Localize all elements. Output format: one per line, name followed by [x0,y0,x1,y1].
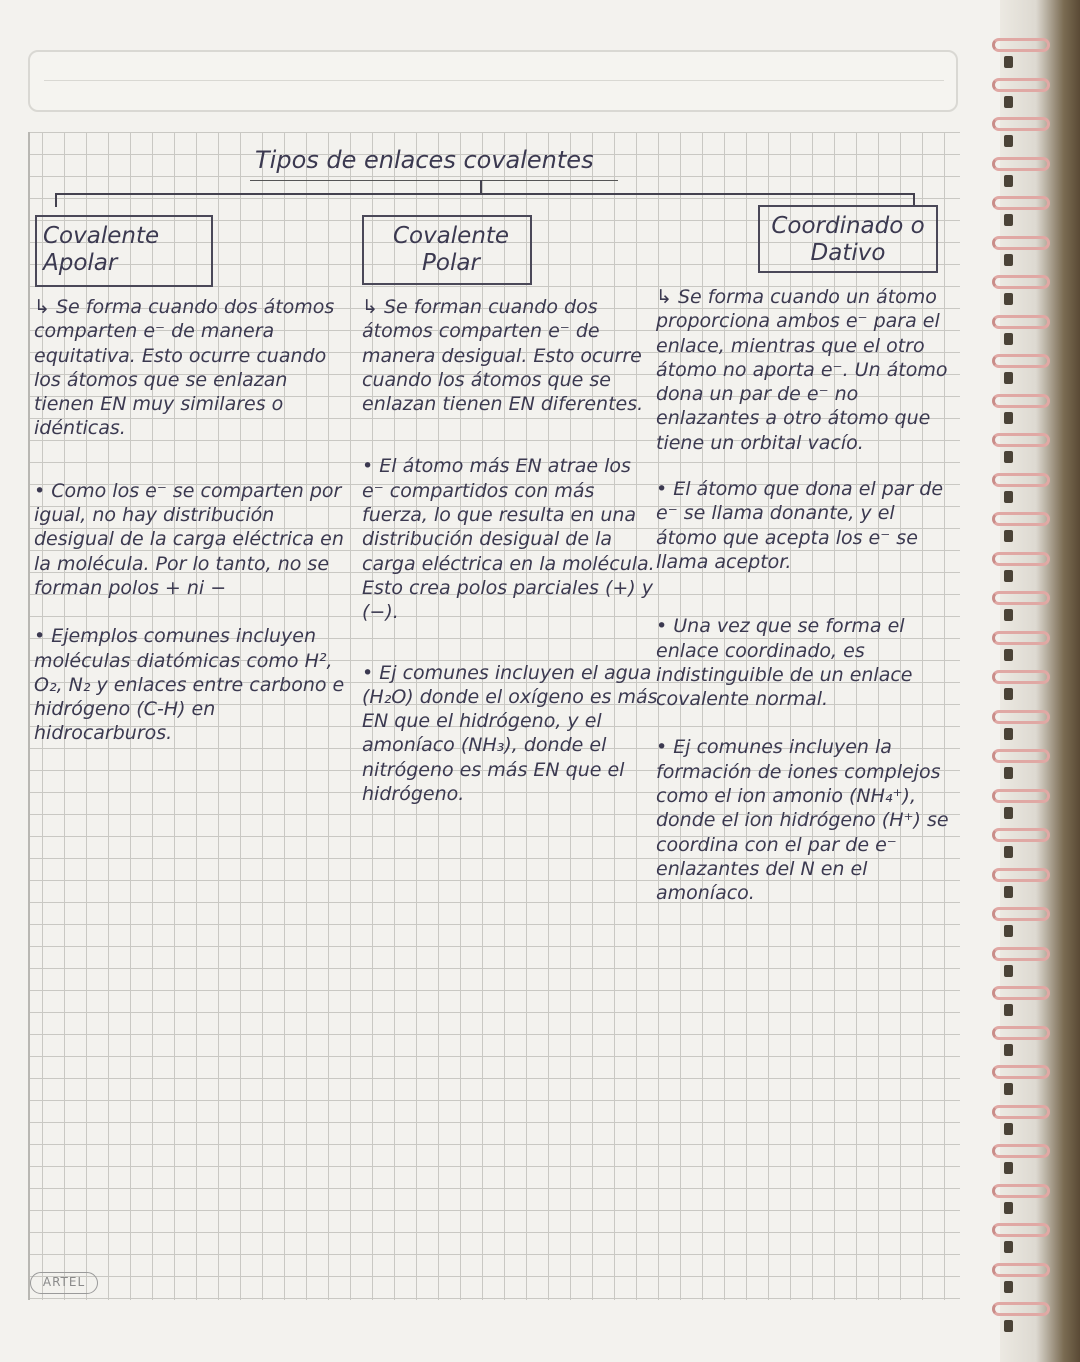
spiral-ring [992,512,1050,526]
spiral-ring [992,78,1050,92]
spiral-ring [992,473,1050,487]
page-title: Tipos de enlaces covalentes [255,146,594,174]
binding-hole [1004,570,1013,582]
binding-hole [1004,1162,1013,1174]
heading-covalente-apolar: Covalente Apolar [43,223,160,276]
binding-hole [1004,1083,1013,1095]
box-covalente-apolar [35,215,213,287]
binding-hole [1004,491,1013,503]
title-underline [250,180,618,181]
header-line [44,80,944,81]
binding-hole [1004,175,1013,187]
dativo-point-2: • Una vez que se forma el enlace coordinado, es indistinguible de un enlace covalente normal. [656,615,913,711]
column-dativo [656,285,952,928]
binding-hole [1004,965,1013,977]
apolar-description: ↳ Se forma cuando dos átomos comparten e⁻ de manera equitativa. Esto ocurre cuando los átomos que se enlazan tienen EN muy similares o idénticas. [34,296,335,440]
grid-border [28,132,30,1300]
binding-hole [1004,96,1013,108]
spiral-ring [992,631,1050,645]
spiral-ring [992,38,1050,52]
box-covalente-polar [362,215,532,285]
dativo-point-1: • El átomo que dona el par de e⁻ se llama donante, y el átomo que acepta los e⁻ se llama aceptor. [656,478,944,573]
page-margin-left [0,0,28,1362]
bracket-stem [480,180,482,194]
binding-hole [1004,688,1013,700]
spiral-ring [992,828,1050,842]
spiral-ring [992,433,1050,447]
apolar-point-2: • Ejemplos comunes incluyen moléculas diatómicas como H², O₂, N₂ y enlaces entre carbono e hidrógeno (C-H) en hidrocarburos. [34,625,345,745]
binding-hole [1004,530,1013,542]
spiral-ring [992,710,1050,724]
spiral-ring [992,117,1050,131]
spiral-ring [992,670,1050,684]
spiral-ring [992,907,1050,921]
spiral-ring [992,749,1050,763]
binding-hole [1004,807,1013,819]
binding-hole [1004,412,1013,424]
binding-hole [1004,1281,1013,1293]
binding-hole [1004,886,1013,898]
heading-coordinado-dativo: Coordinado o Dativo [771,213,925,266]
spiral-ring [992,354,1050,368]
binding-hole [1004,372,1013,384]
binding-hole [1004,767,1013,779]
spiral-ring [992,1263,1050,1277]
spiral-ring [992,394,1050,408]
binding-hole [1004,1202,1013,1214]
binding-hole [1004,846,1013,858]
brand-logo: ARTEL [30,1272,98,1294]
spiral-ring [992,1184,1050,1198]
binding-hole [1004,254,1013,266]
binding-hole [1004,333,1013,345]
binding-hole [1004,1123,1013,1135]
spiral-ring [992,789,1050,803]
binding-hole [1004,451,1013,463]
binding-hole [1004,1004,1013,1016]
spiral-ring [992,1302,1050,1316]
page-footer-area [0,1300,1000,1362]
polar-point-1: • El átomo más EN atrae los e⁻ compartidos con más fuerza, lo que resulta en una distribución desigual de la carga eléctrica en la molécula. Esto crea polos parciales (+) y (−). [362,455,655,624]
polar-point-2: • Ej comunes incluyen el agua (H₂O) donde el oxígeno es más EN que el hidrógeno, y el amoníaco (NH₃), donde el nitrógeno es más EN que el hidrógeno. [362,661,658,806]
spiral-ring [992,1026,1050,1040]
spiral-ring [992,552,1050,566]
spiral-ring [992,1105,1050,1119]
spiral-ring [992,1223,1050,1237]
spiral-ring [992,196,1050,210]
binding-hole [1004,135,1013,147]
spiral-ring [992,236,1050,250]
dativo-point-3: • Ej comunes incluyen la formación de iones complejos como el ion amonio (NH₄⁺), donde el ion hidrógeno (H⁺) se coordina con el par de e⁻ enlazantes del N en el amoníaco. [656,736,949,905]
spiral-ring [992,1144,1050,1158]
column-polar [362,295,658,828]
spiral-ring [992,591,1050,605]
spiral-ring [992,986,1050,1000]
apolar-point-1: • Como los e⁻ se comparten por igual, no hay distribución desigual de la carga eléctrica en la molécula. Por lo tanto, no se forman polos + ni − [34,479,344,599]
spiral-ring [992,315,1050,329]
spiral-ring [992,1065,1050,1079]
spiral-ring [992,947,1050,961]
spiral-ring [992,157,1050,171]
binding-hole [1004,1241,1013,1253]
binding-hole [1004,609,1013,621]
heading-covalente-polar: Covalente Polar [392,223,510,276]
binding-hole [1004,925,1013,937]
binding-hole [1004,214,1013,226]
binding-hole [1004,1044,1013,1056]
binding-hole [1004,293,1013,305]
column-apolar [34,295,346,768]
dativo-description: ↳ Se forma cuando un átomo proporciona ambos e⁻ para el enlace, mientras que el otro átomo no aporta e⁻. Un átomo dona un par de e⁻ no enlazantes a otro átomo que tiene un orbital vacío. [656,286,948,454]
spiral-ring [992,868,1050,882]
binding-hole [1004,728,1013,740]
box-coordinado-dativo [758,205,938,273]
header-box [28,50,958,112]
binding-hole [1004,56,1013,68]
spiral-ring [992,275,1050,289]
polar-description: ↳ Se forman cuando dos átomos comparten e⁻ de manera desigual. Esto ocurre cuando los átomos que se enlazan tienen EN diferentes. [362,296,644,416]
binding-hole [1004,1320,1013,1332]
binding-hole [1004,649,1013,661]
